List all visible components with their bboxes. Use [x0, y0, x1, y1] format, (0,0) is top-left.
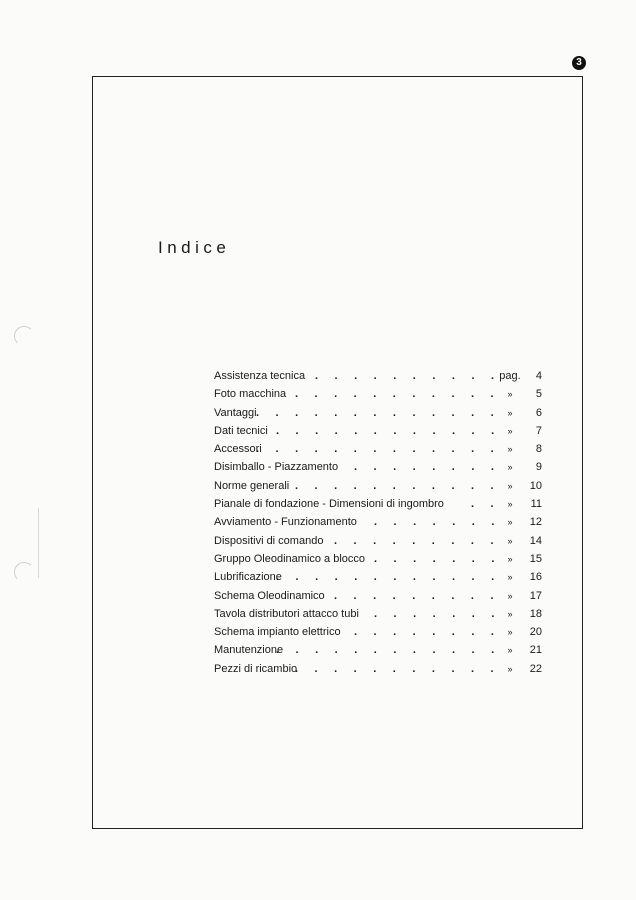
toc-leader-dots: . . . . . . . . . . .: [295, 388, 494, 401]
toc-row: [214, 623, 544, 641]
toc-marker: »: [507, 645, 513, 656]
toc-row: [214, 477, 544, 495]
toc-marker: »: [507, 572, 513, 583]
toc-row: [214, 367, 544, 385]
toc-page-number: 4: [535, 370, 542, 382]
toc-leader-dots: . . . . . . . . . . .: [295, 662, 494, 675]
toc-leader-dots: . . . . . . . . .: [334, 534, 494, 547]
toc-marker: pag.: [499, 370, 521, 382]
toc-label: Lubrificazione: [214, 571, 282, 584]
toc-page-number: 17: [529, 589, 542, 602]
toc-leader-dots: . . . . . . .: [374, 607, 495, 620]
toc-label: Gruppo Oleodinamico a blocco: [214, 552, 366, 565]
toc-page-number: 16: [529, 571, 542, 584]
toc-marker: »: [507, 499, 513, 510]
toc-marker: »: [507, 627, 513, 638]
toc-row: [214, 550, 544, 568]
toc-row: [214, 660, 544, 678]
toc-row: [214, 532, 544, 550]
toc-row: [214, 568, 544, 586]
toc-leader-dots: . . . . . . . .: [354, 461, 494, 474]
toc-leader-dots: . .: [471, 498, 494, 511]
toc-page-number: 11: [530, 498, 542, 511]
toc-page-number: 20: [529, 626, 542, 639]
toc-label: Schema impianto elettrico: [214, 626, 341, 639]
toc-page-number: 22: [529, 662, 542, 675]
toc-marker: »: [507, 517, 513, 528]
page-title: Indice: [158, 238, 231, 257]
toc-row: [214, 422, 544, 440]
toc-page-number: 6: [535, 406, 542, 419]
toc-label: Pianale di fondazione - Dimensioni di ingombro: [214, 498, 444, 511]
toc-marker: »: [507, 553, 513, 564]
toc-marker: »: [507, 535, 513, 546]
toc-page-number: 10: [529, 479, 542, 492]
toc-leader-dots: . . . . . . .: [374, 552, 495, 565]
toc-leader-dots: . . . . . . . .: [354, 626, 494, 639]
toc-row: [214, 513, 544, 531]
toc-label: Assistenza tecnica: [214, 370, 306, 382]
toc-label: Dispositivi di comando: [214, 534, 324, 547]
toc-leader-dots: . . . . . . . . . .: [315, 370, 495, 382]
toc-page-number: 12: [529, 516, 542, 529]
toc-marker: »: [507, 663, 513, 674]
toc-page-number: 5: [535, 388, 542, 401]
toc-row: [214, 440, 544, 458]
toc-label: Avviamento - Funzionamento: [214, 516, 357, 529]
toc-label: Foto macchina: [214, 388, 287, 401]
toc-label: Disimballo - Piazzamento: [214, 461, 339, 474]
toc-marker: »: [507, 590, 513, 601]
toc-row: [214, 587, 544, 605]
toc-label: Tavola distributori attacco tubi: [214, 607, 359, 620]
scan-edge-line: [38, 508, 39, 578]
toc-row: [214, 404, 544, 422]
table-of-contents: [214, 367, 544, 678]
toc-leader-dots: . . . . . . . . . . . . .: [256, 443, 494, 456]
toc-label: Vantaggi: [214, 406, 257, 419]
toc-marker: »: [507, 444, 513, 455]
toc-label: Accessori: [214, 443, 262, 456]
toc-row: [214, 495, 544, 513]
toc-row: [214, 385, 544, 403]
toc-row: [214, 641, 544, 659]
toc-leader-dots: . . . . . . . . . . .: [295, 479, 494, 492]
toc-marker: »: [507, 608, 513, 619]
toc-label: Dati tecnici: [214, 424, 268, 437]
toc-marker: »: [507, 480, 513, 491]
toc-row: [214, 458, 544, 476]
punch-hole-mark: [14, 326, 34, 346]
toc-marker: »: [507, 389, 513, 400]
toc-label: Schema Oleodinamico: [214, 589, 325, 602]
toc-leader-dots: . . . . . . . . . . . .: [276, 571, 495, 584]
toc-marker: »: [507, 462, 513, 473]
toc-leader-dots: . . . . . . .: [374, 516, 495, 529]
toc-page-number: 7: [535, 424, 542, 437]
toc-label: Manutenzione: [214, 644, 284, 657]
toc-page-number: 21: [529, 644, 542, 657]
toc-leader-dots: . . . . . . . . . . . .: [276, 424, 495, 437]
toc-page-number: 14: [529, 534, 542, 547]
toc-leader-dots: . . . . . . . . .: [334, 589, 494, 602]
page-number-badge: 3: [572, 56, 586, 70]
toc-page-number: 15: [529, 552, 542, 565]
toc-marker: »: [507, 425, 513, 436]
toc-label: Pezzi di ricambio: [214, 662, 298, 675]
toc-leader-dots: . . . . . . . . . . . . .: [256, 406, 494, 419]
punch-hole-mark: [14, 562, 34, 582]
toc-leader-dots: . . . . . . . . . . . .: [276, 644, 495, 657]
toc-page-number: 8: [535, 443, 542, 456]
toc-label: Norme generali: [214, 479, 290, 492]
toc-row: [214, 605, 544, 623]
toc-page-number: 18: [529, 607, 542, 620]
toc-marker: »: [507, 407, 513, 418]
toc-page-number: 9: [535, 461, 542, 474]
